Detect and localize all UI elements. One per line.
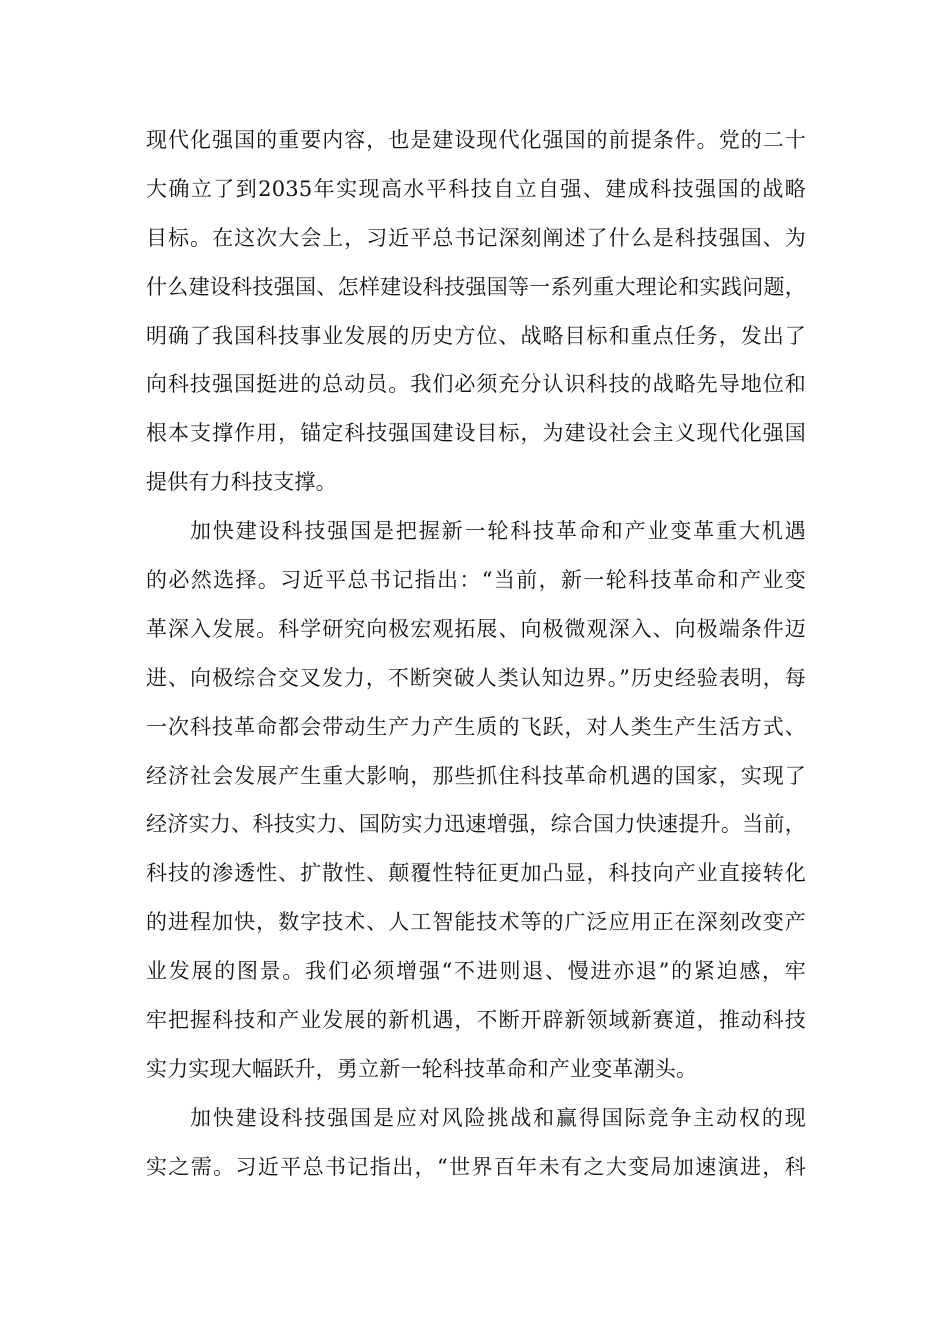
text-line: 革深入发展。科学研究向极宏观拓展、向极微观深入、向极端条件迈 [146, 616, 806, 641]
text-line: 经济实力、科技实力、国防实力迅速增强，综合国力快速提升。当前， [146, 812, 806, 837]
text-line: 经济社会发展产生重大影响，那些抓住科技革命机遇的国家，实现了 [146, 763, 806, 788]
text-line: 实之需。习近平总书记指出，“世界百年未有之大变局加速演进，科 [146, 1154, 806, 1179]
text-line: 什么建设科技强国、怎样建设科技强国等一系列重大理论和实践问题， [146, 274, 806, 299]
text-line: 的进程加快，数字技术、人工智能技术等的广泛应用正在深刻改变产 [146, 910, 806, 935]
paragraph-start-line: 加快建设科技强国是应对风险挑战和赢得国际竞争主动权的现 [190, 1105, 806, 1130]
text-line: 实力实现大幅跃升，勇立新一轮科技革命和产业变革潮头。 [146, 1056, 698, 1081]
text-line: 科技的渗透性、扩散性、颠覆性特征更加凸显，科技向产业直接转化 [146, 861, 806, 886]
paragraph-start-line: 加快建设科技强国是把握新一轮科技革命和产业变革重大机遇 [190, 519, 806, 544]
text-line: 牢把握科技和产业发展的新机遇，不断开辟新领域新赛道，推动科技 [146, 1008, 806, 1033]
text-line: 根本支撑作用，锚定科技强国建设目标，为建设社会主义现代化强国 [146, 421, 806, 446]
text-line: 提供有力科技支撑。 [146, 470, 337, 495]
text-line: 一次科技革命都会带动生产力产生质的飞跃，对人类生产生活方式、 [146, 714, 806, 739]
text-line: 业发展的图景。我们必须增强“不进则退、慢进亦退”的紧迫感，牢 [146, 959, 806, 984]
text-line: 大确立了到2035年实现高水平科技自立自强、建成科技强国的战略 [146, 176, 806, 201]
text-line: 进、向极综合交叉发力，不断突破人类认知边界。”历史经验表明，每 [146, 665, 806, 690]
text-line: 的必然选择。习近平总书记指出：“当前，新一轮科技革命和产业变 [146, 568, 806, 593]
text-line: 现代化强国的重要内容，也是建设现代化强国的前提条件。党的二十 [146, 128, 806, 152]
body-text [146, 116, 806, 1192]
text-line: 向科技强国挺进的总动员。我们必须充分认识科技的战略先导地位和 [146, 372, 806, 397]
text-line: 明确了我国科技事业发展的历史方位、战略目标和重点任务，发出了 [146, 323, 806, 348]
text-line: 目标。在这次大会上，习近平总书记深刻阐述了什么是科技强国、为 [146, 225, 806, 250]
